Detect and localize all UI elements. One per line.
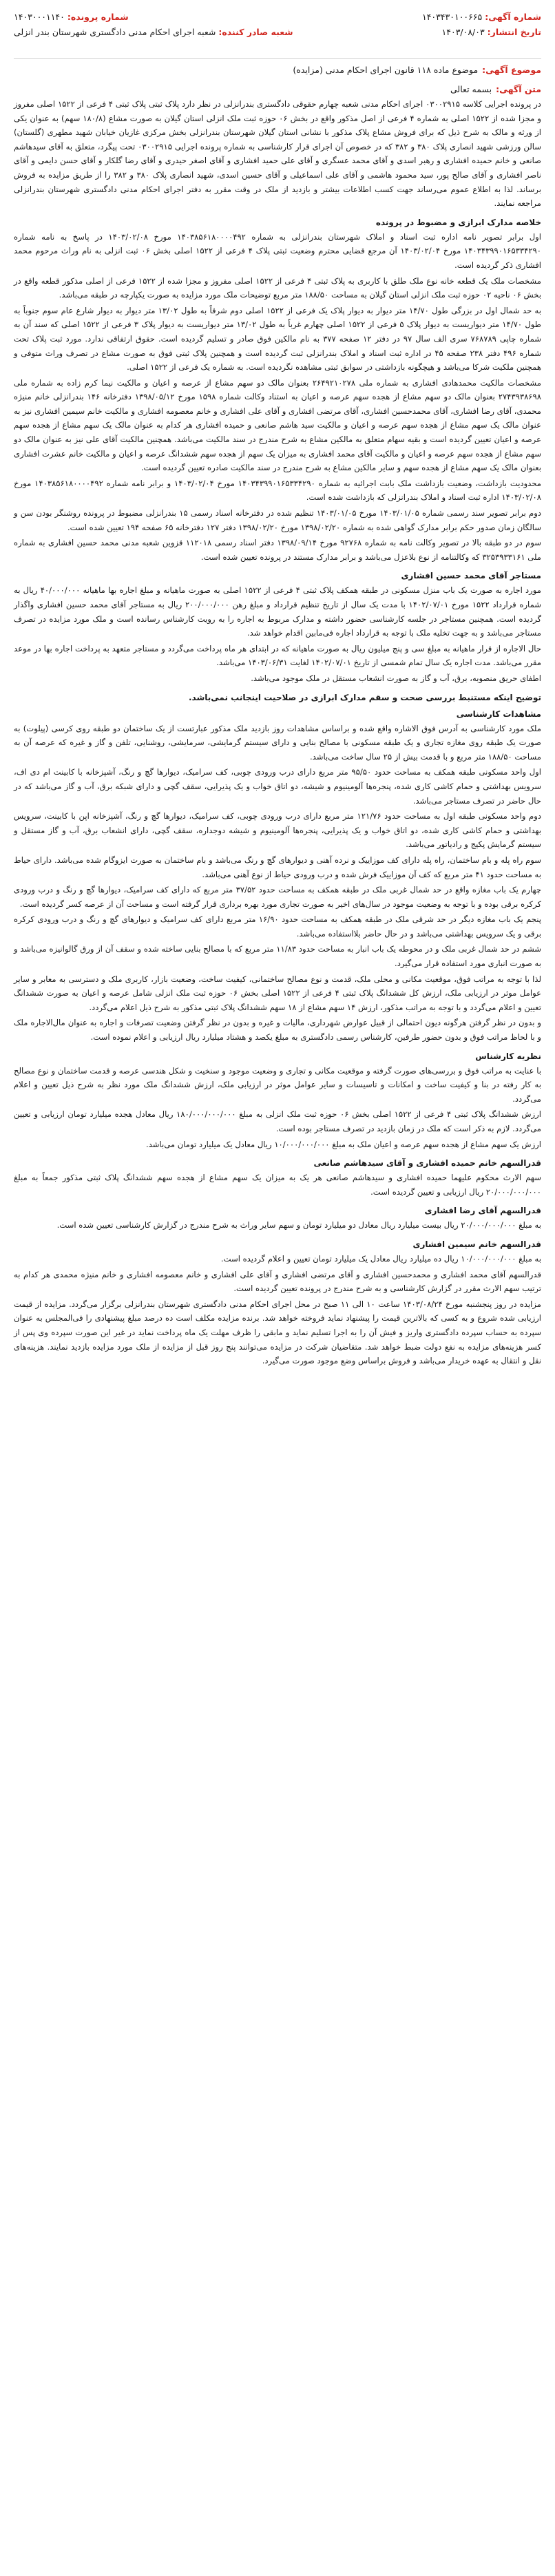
greeting: بسمه تعالی	[450, 84, 492, 94]
issuing-unit-label: شعبه صادر کننده:	[218, 27, 293, 37]
paragraph-11: اطفای حریق منصوبه، برق، آب و گاز به صورت انشعاب مستقل در ملک موجود می‌باشد.	[251, 673, 541, 683]
paragraph-10: حال الاجاره از قرار ماهیانه به مبلغ سی و پنج میلیون ریال به صورت ماهیانه که در ابتدای هر ماه پرداخت می‌گردد و مستاجر متعهد به پرداخت اجاره بها در موعد مقرر می‌باشد. مدت اجاره یک سال تمام شمسی از تاریخ ۱۴۰۲/۰۷/۰۱ لغایت ۱۴۰۳/۰۶/۳۱ می‌باشد.	[14, 643, 541, 668]
header-right	[422, 10, 541, 40]
section-title-share-3: قدرالسهم خانم سیمین افشاری	[412, 1239, 541, 1249]
paragraph-28: مزایده در روز پنجشنبه مورخ ۱۴۰۳/۰۸/۲۴ ساعت ۱۰ الی ۱۱ صبح در محل اجرای احکام مدنی دادگستری شهرستان بندرانزلی برگزار می‌گردد. مزایده از قیمت ارزیابی شده شروع و به کسی که بالاترین قیمت را پیشنهاد نماید فروخته خواهد شد. برنده مزایده مکلف است ده درصد مبلغ پیشنهادی را فی‌المجلس به عنوان سپرده به حساب سپرده دادگستری واریز و فیش آن را به اجرا تسلیم نماید و مابقی را ظرف مهلت یک ماه پرداخت نماید در غیر این صورت سپرده وی پس از کسر هزینه‌های مزایده به نفع دولت ضبط خواهد شد. متقاضیان شرکت در مزایده می‌توانند پنج روز قبل از مزایده از ملک مورد مزایده بازدید نمایند. هزینه‌های نقل و انتقال به عهده خریدار می‌باشد و فروش براساس وضع موجود صورت می‌گیرد.	[14, 1299, 542, 1366]
paragraph-2: اول برابر تصویر نامه اداره ثبت اسناد و املاک شهرستان بندرانزلی به شماره ۱۴۰۳۸۵۶۱۸۰۰۰۰۴۹۲ مورخ ۱۴۰۳/۰۲/۰۸ در پاسخ به نامه شماره ۱۴۰۳۴۳۹۹۰۱۶۵۳۳۴۲۹۰ مورخ ۱۴۰۳/۰۲/۰۴ آن مرجع قضایی محترم وضعیت ثبتی پلاک ۴ فرعی از ۱۵۲۲ اصلی بخش ۰۶ ثبت انزلی به نام وراث مرحوم محمد افشاری ذکر گردیده است.	[14, 231, 541, 270]
ad-number-label: شماره آگهی:	[485, 12, 541, 22]
paragraph-25: به مبلغ ۲۰/۰۰۰/۰۰۰/۰۰۰ ریال بیست میلیارد ریال معادل دو میلیارد تومان و سهم سایر وراث به شرح مندرج در گزارش کارشناسی تعیین شده است.	[56, 1220, 541, 1231]
section-title-documents: خلاصه مدارک ابرازی و مضبوط در پرونده	[375, 217, 541, 227]
subject-label: موضوع آگهی:	[482, 65, 541, 75]
section-title-share-1: قدرالسهم خانم حمیده افشاری و آقای سیدهاشم صانعی	[313, 1158, 541, 1169]
paragraph-23: ارزش یک سهم مشاع از هجده سهم عرصه و اعیان ملک به مبلغ ۱۰/۰۰۰/۰۰۰/۰۰۰ ریال معادل یک میلیارد تومان می‌باشد.	[145, 1139, 541, 1149]
paragraph-18: ششم در حد شمال غربی ملک و در محوطه یک باب انبار به مساحت حدود ۱۱/۸۳ متر مربع که با مصالح بنایی ساخته شده و سقف آن از ورق گالوانیزه می‌باشد و به صورت انباری مورد استفاده قرار می‌گیرد.	[14, 944, 541, 969]
paragraph-1: در پرونده اجرایی کلاسه ۰۳۰۰۲۹۱۵ اجرای احکام مدنی شعبه چهارم حقوقی دادگستری بندرانزلی در نظر دارد پلاک ثبتی پلاک ثبتی ۴ فرعی از ۱۵۲۲ اصلی مفروز و مجزا شده از ۱۵۲۲ اصلی به شماره ۴ فرعی از اصل مذکور واقع در بخش ۰۶ حوزه ثبت ملک انزلی استان گیلان به صورت مشاع (۱۸۰/۸ سهم) به عنوان یکی از ورثه و مالک به شرح ذیل که برای فروش مشاع پلاک مذکور با نشانی استان گیلان شهرستان بندرانزلی بخش مرکزی غازیان خیابان شهید مطهری (گلستان) سالن ورزشی شهید انصاری پلاک ۳۸۰ و ۳۸۲ که در خصوص آن اجرای قرار کارشناسی به شماره پرونده اجرایی ۰۳۰۰۲۹۱۵ تحت پیگرد، متعلق به آقای سیدهاشم صانعی و خانم حمیده افشاری و رهبر اسدی و آقای محمد عسگری و آقای علی حمید افشاری و آقای اصغر حیدری و آقای رضا گلکار و آقای حسن دایمی و آقای ناصر افشاری و آقای صالح پور، سید محمود هاشمی و آقای علی اسماعیلی و آقای حسین اسدی، شهید انصاری پلاک ۳۸۰ و ۳۸۲ را از طریق مزایده به فروش برساند. لذا به اطلاع عموم می‌رساند جهت کسب اطلاعات بیشتر و بازدید از ملک در وقت مقرر به دفتر اجرای احکام مدنی دادگستری شهرستان بندرانزلی مراجعه نمایند.	[14, 99, 541, 209]
issuing-unit: شعبه اجرای احکام مدنی دادگستری شهرستان بندر انزلی	[14, 27, 216, 37]
section-title-tenant: مستاجر آقای محمد حسین افشاری	[401, 571, 541, 581]
case-number: ۱۴۰۳۰۰۰۱۱۴۰	[14, 12, 65, 22]
section-title-expert-opinion: نظریه کارشناس	[475, 1051, 541, 1061]
paragraph-22: ارزش ششدانگ پلاک ثبتی ۴ فرعی از ۱۵۲۲ اصلی بخش ۰۶ حوزه ثبت ملک انزلی به مبلغ ۱۸۰/۰۰۰/۰۰۰/۰۰۰ ریال معادل هجده میلیارد تومان ارزیابی و تعیین می‌گردد. لازم به ذکر است که ملک در زمان بازدید در تصرف مستاجر بوده است.	[14, 1109, 541, 1133]
paragraph-17: پنجم یک باب مغازه دیگر در حد شرقی ملک در طبقه همکف به مساحت حدود ۱۶/۹۰ متر مربع دارای کف سرامیک و دیوارهای گچ و رنگ و درب ورودی کرکره برقی و یک سرویس بهداشتی می‌باشد و در حال حاضر بلااستفاده می‌باشد.	[14, 914, 541, 939]
paragraph-6: محدودیت بازداشت، وضعیت بازداشت ملک بابت اجرائیه به شماره ۱۴۰۳۴۳۹۹۰۱۶۵۳۳۴۲۹۰ مورخ ۱۴۰۳/۰۲/۰۴ و برابر نامه شماره ۱۴۰۳۸۵۶۱۸۰۰۰۰۴۹۲ مورخ ۱۴۰۳/۰۲/۰۸ اداره ثبت اسناد و املاک بندرانزلی که بازداشت شده است.	[14, 478, 541, 503]
ad-subject	[14, 63, 541, 78]
paragraph-16: چهارم یک باب مغازه واقع در حد شمال غربی ملک در طبقه همکف به مساحت حدود ۳۷/۵۲ متر مربع که دارای کف سرامیک، دیوارها گچ و رنگ و درب ورودی کرکره برقی بوده و با توجه به وضعیت موجود در سال‌های اخیر به صورت تجاری مورد بهره برداری قرار گرفته است و مساحت آن از عرصه کسر گردیده است.	[14, 885, 542, 909]
section-title-observations: مشاهدات کارشناسی	[456, 709, 541, 719]
paragraph-8: سوم در دو طبقه بالا در تصویر وکالت نامه به شماره ۹۲۷۶۸ مورخ ۱۳۹۸/۰۹/۱۴ دفتر اسناد رسمی ۱۱۲۰۱۸ قزوین شعبه مدنی محمد حسین افشاری به شماره ملی ۳۲۵۳۹۳۳۱۶۱ که وکالتنامه از نوع بلاعزل می‌باشد و برابر مدارک مستند در پرونده تعیین شده است.	[14, 538, 541, 562]
text-label: متن آگهی:	[496, 84, 541, 94]
paragraph-5: مشخصات مالکیت محمدهادی افشاری به شماره ملی ۲۶۴۹۲۱۰۲۷۸ بعنوان مالک دو سهم مشاع از عرصه و اعیان و مالکیت نیما کرم زاده به شماره ملی ۲۷۴۳۹۳۸۶۹۸ بعنوان مالک دو سهم مشاع از هجده سهم عرصه و اعیان به استناد وکالت شماره ۱۵۹۸ مورخ ۱۳۹۸/۰۵/۱۲ دفترخانه ۱۴۶ بندرانزلی خانم منیژه محمدی، آقای رضا افشاری، آقای محمدحسین افشاری، آقای مرتضی افشاری و آقای علی افشاری و خانم معصومه افشاری و مالکیت خانم سیمین افشاری نیز به عنوان مالک یک سهم مشاع از هجده سهم عرصه و اعیان و مالکیت سید هاشم صانعی و حمیده افشاری هر کدام به عنوان مالک یک سهم مشاع از هجده سهم عرصه و اعیان تعیین گردیده است و بقیه سهام متعلق به مالکین مشاع به شرح مندرج در سند مالکیت می‌باشد. همچنین مالکیت آقای علی نیز به عنوان مالک دو سهم مشاع از هجده سهم عرصه و اعیان و مالکیت آقای محمد افشاری به میزان یک سهم از هجده سهم ششدانگ عرصه و اعیان و مالکیت خانم عشرت افشاری بعنوان مالک یک سهم مشاع از هجده سهم و سایر مالکین مشاع به شرح مندرج در سند مالکیت صادره تعیین گردیده است.	[14, 377, 541, 473]
paragraph-27: قدرالسهم آقای محمد افشاری و محمدحسین افشاری و آقای مرتضی افشاری و آقای علی افشاری و خانم معصومه افشاری و خانم منیژه محمدی هر کدام به ترتیب سهم الارث مقرر در گزارش کارشناسی و به شرح مندرج در پرونده تعیین گردیده است.	[14, 1269, 541, 1294]
header-left	[14, 10, 293, 40]
paragraph-15: سوم راه پله و بام ساختمان، راه پله دارای کف موزاییک و نرده آهنی و دیوارهای گچ و رنگ می‌باشد و بام ساختمان به صورت ایزوگام شده می‌باشد. دارای حیاط به مساحت حدود ۴۱ متر مربع که کف آن موزاییک فرش شده و درب ورودی حیاط از نوع آهنی می‌باشد.	[14, 855, 541, 879]
ad-number: ۱۴۰۳۴۳۰۱۰۰۶۶۵	[421, 12, 483, 22]
publish-date-label: تاریخ انتشار:	[487, 27, 541, 37]
paragraph-9: مورد اجاره به صورت یک باب منزل مسکونی در طبقه همکف پلاک ثبتی ۴ فرعی از ۱۵۲۲ اصلی به صورت ماهیانه و مبلغ اجاره بها ماهیانه ۴۰/۰۰۰/۰۰۰ ریال به شماره قرارداد ۱۵۲۲ مورخ ۱۴۰۲/۰۷/۰۱ با مدت یک سال از تاریخ تنظیم قرارداد و مبلغ رهن ۲۰۰/۰۰۰/۰۰۰ ریال به مستاجر آقای محمد حسین افشاری واگذار گردیده است. همچنین مستاجر در جلسه کارشناسی حضور داشته و مدارک مربوط به اجاره را به رویت کارشناس رسانده است و ملک مورد مزایده در تصرف مستاجر می‌باشد و به جهت تخلیه ملک با توجه به قرارداد اجاره فی‌مابین اقدام خواهد شد.	[14, 585, 541, 638]
paragraph-24: سهم الارث محکوم علیهما حمیده افشاری و سیدهاشم صانعی هر یک به میزان یک سهم مشاع از هجده سهم ششدانگ پلاک ثبتی مذکور جمعاً به مبلغ ۲۰/۰۰۰/۰۰۰/۰۰۰ ریال ارزیابی و تعیین گردیده است.	[14, 1173, 541, 1197]
paragraph-12: ملک مورد کارشناسی به آدرس فوق الاشاره واقع شده و براساس مشاهدات روز بازدید ملک مذکور عبارتست از یک ساختمان دو طبقه روی کرسی (پیلوت) به صورت یک طبقه روی مغازه تجاری و یک طبقه مسکونی با مصالح بنایی و دارای سیستم گرمایشی، سرمایشی، روشنایی، تلفن و گاز و غیره که عرصه آن به مساحت ۱۸۸/۵۰ متر مربع و با قدمت بیش از ۲۵ سال ساخت می‌باشد.	[14, 723, 541, 762]
paragraph-3: مشخصات ملک یک قطعه خانه نوع ملک طلق با کاربری به پلاک ثبتی ۴ فرعی از ۱۵۲۲ اصلی مفروز و مجزا شده از ۱۵۲۲ فرعی از اصلی مذکور قطعه واقع در بخش ۰۶ ناحیه ۰۲ حوزه ثبت ملک انزلی استان گیلان به مساحت ۱۸۸/۵۰ متر مربع توضیحات ملک مورد مزایده به صورت یکپارچه در طبقه می‌باشد.	[14, 275, 541, 300]
paragraph-26: به مبلغ ۱۰/۰۰۰/۰۰۰/۰۰۰ ریال ده میلیارد ریال معادل یک میلیارد تومان تعیین و اعلام گردیده است.	[220, 1253, 541, 1264]
ad-header	[14, 10, 541, 59]
paragraph-7: دوم برابر تصویر سند رسمی شماره ۱۴۰۳/۰۱/۰۵ مورخ ۱۴۰۳/۰۱/۰۵ تنظیم شده در دفترخانه اسناد رسمی ۱۵ بندرانزلی مضبوط در پرونده روشنگر بودن سن و سالگان زمان صدور حکم برابر مدارک گواهی شده به شماره ۱۳۹۸/۰۲/۲۰ مورخ ۱۳۹۸/۰۲/۲۰ دفتر ۱۲۷ دفترخانه ۶۵ صفحه ۱۹۴ تعیین شده است.	[14, 508, 542, 532]
paragraph-19: لذا با توجه به مراتب فوق، موقعیت مکانی و محلی ملک، قدمت و نوع مصالح ساختمانی، کیفیت ساخت، وضعیت بازار، کاربری ملک و دسترسی به معابر و سایر عوامل موثر در ارزیابی ملک، ارزش کل ششدانگ پلاک ثبتی ۴ فرعی از ۱۵۲۲ اصلی بخش ۰۶ حوزه ثبت ملک انزلی شامل عرصه و اعیان به صورت ششدانگ تعیین و اعلام می‌گردد و با توجه به مراتب مذکور، ارزش ۱۴ سهم مشاع از ۱۸ سهم ششدانگ پلاک ثبتی مذکور به شرح ذیل اعلام می‌گردد.	[14, 974, 541, 1012]
paragraph-20: و بدون در نظر گرفتن هرگونه دیون احتمالی از قبیل عوارض شهرداری، مالیات و غیره و بدون در نظر گرفتن وضعیت تصرفات و اجاره به عنوان مال‌الاجاره ملک و با لحاظ مراتب فوق و بدون حضور طرفین، کارشناس رسمی دادگستری به مبلغ یکصد و هشتاد میلیارد ریال ارزیابی و اعلام نموده است.	[14, 1018, 541, 1043]
publish-date: ۱۴۰۳/۰۸/۰۳	[441, 27, 485, 37]
subject-value: موضوع ماده ۱۱۸ قانون اجرای احکام مدنی (مزایده)	[293, 65, 479, 75]
paragraph-13: اول واحد مسکونی طبقه همکف به مساحت حدود ۹۵/۵۰ متر مربع دارای درب ورودی چوبی، کف سرامیک، دیوارها گچ و رنگ، آشپزخانه با کابینت ام دی اف، سرویس بهداشتی و حمام کاشی کاری شده، پنجره‌ها آلومینیوم و شیشه، دو اتاق خواب و یک پذیرایی، سقف گچی و دارای شبکه برق، آب و گاز می‌باشد که در حال حاضر در تصرف مستاجر می‌باشد.	[14, 767, 541, 806]
ad-text-label-row	[14, 82, 541, 97]
paragraph-14: دوم واحد مسکونی طبقه اول به مساحت حدود ۱۲۱/۷۶ متر مربع دارای درب ورودی چوبی، کف سرامیک، دیوارها گچ و رنگ، آشپزخانه اپن با کابینت، سرویس بهداشتی و حمام کاشی کاری شده، دو اتاق خواب و یک پذیرایی، پنجره‌ها آلومینیوم و شیشه دوجداره، سقف گچی، دارای انشعاب برق، آب و گاز مستقل و سیستم گرمایش پکیج و رادیاتور می‌باشد.	[14, 811, 541, 850]
section-title-note: توضیح اینکه مستنبط بررسی صحت و سقم مدارک ابرازی در صلاحیت اینجانب نمی‌باشد.	[188, 692, 541, 702]
section-title-share-2: قدرالسهم آقای رضا افشاری	[424, 1206, 541, 1216]
paragraph-21: با عنایت به مراتب فوق و بررسی‌های صورت گرفته و موقعیت مکانی و تجاری و وضعیت موجود و سنخیت و شکل هندسی عرصه و قدمت ساختمان و نوع مصالح به کار رفته در بنا و کیفیت ساخت و امکانات و تاسیسات و سایر عوامل موثر در ارزیابی ملک، ارزش ششدانگ ملک مورد نظر به شرح ذیل تعیین و اعلام می‌گردد.	[14, 1065, 541, 1104]
paragraph-4: به حد شمال اول در بزرگی طول ۱۴/۷۰ متر دیوار به دیوار پلاک یک فرعی از ۱۵۲۲ اصلی دوم شرقاً به طول ۱۳/۰۲ متر دیوار به دیوار شارع عام سوم جنوباً به طول ۱۴/۷۰ متر دیواریست به دیوار پلاک ۵ فرعی از ۱۵۲۲ اصلی چهارم غرباً به طول ۱۳/۰۲ متر دیواریست به دیوار پلاک ۳ فرعی از ۱۵۲۲ اصلی که سند آن به شماره چاپی ۷۶۸۷۸۹ سری الف سال ۹۷ در دفتر ۱۲ صفحه ۳۷۷ به نام مالکین فوق صادر و تسلیم گردیده است. حقوق ارتفاقی ندارد. مورد ثبت پلاک تحت شماره ۴۹۶ دفتر ۲۳۸ صفحه ۴۵ در اداره ثبت اسناد و املاک بندرانزلی ثبت گردیده است و همچنین پلاک ثبتی فوق به صورت مشاع در تصرف وراث متوفی و همچنین ملکیت شرکا می‌باشد و هیچگونه بازداشتی در سوابق ثبتی مشاهده نگردیده است. به شماره یک فرعی از ۱۵۲۲ اصلی.	[14, 305, 542, 373]
case-number-label: شماره پرونده:	[67, 12, 129, 22]
